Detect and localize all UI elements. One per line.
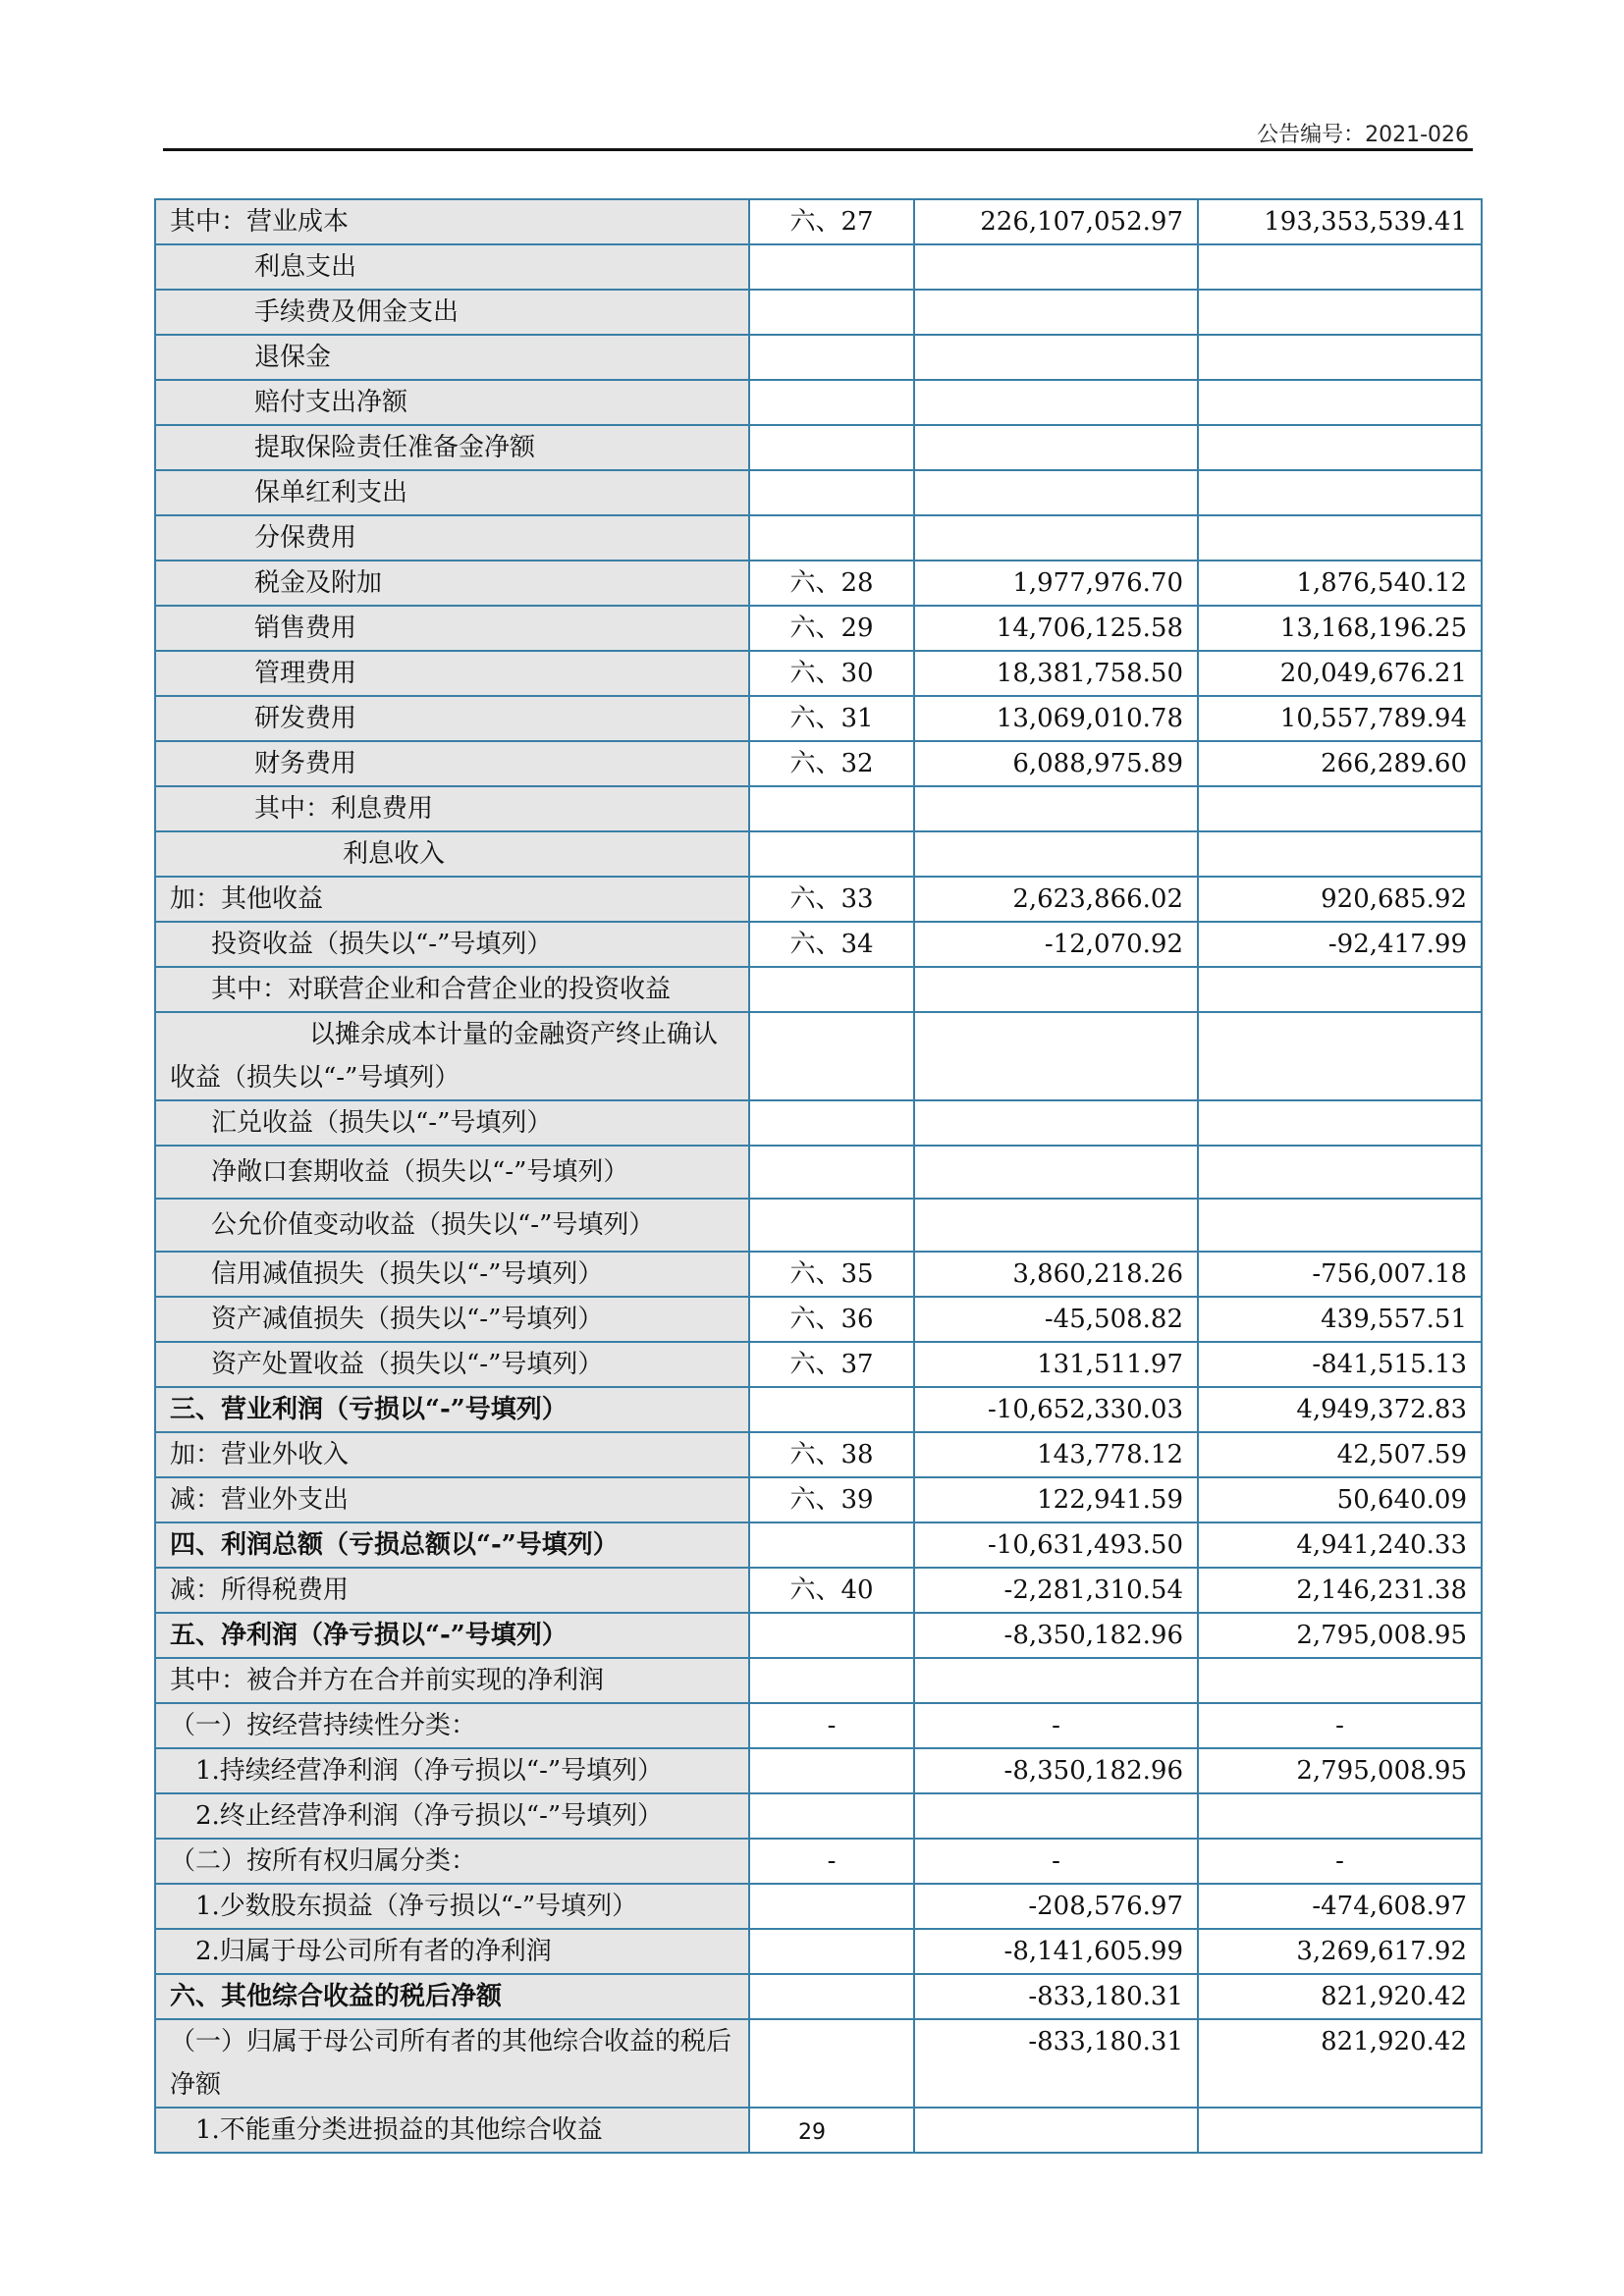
row-note — [749, 967, 914, 1012]
row-current-amount: 3,860,218.26 — [914, 1252, 1198, 1297]
row-current-amount: 14,706,125.58 — [914, 606, 1198, 651]
table-row — [155, 786, 1482, 831]
row-current-amount: 131,511.97 — [914, 1342, 1198, 1387]
row-current-amount — [914, 786, 1198, 831]
row-prior-amount: 3,269,617.92 — [1198, 1929, 1482, 1974]
row-note — [749, 1748, 914, 1793]
row-note: 六、35 — [749, 1252, 914, 1297]
row-prior-amount: 266,289.60 — [1198, 741, 1482, 786]
table-row — [155, 1342, 1482, 1387]
row-note — [749, 335, 914, 380]
table-row — [155, 967, 1482, 1012]
row-note — [749, 1199, 914, 1252]
announcement-number: 公告编号：2021-026 — [1257, 123, 1469, 147]
table-row — [155, 1432, 1482, 1477]
row-prior-amount: 439,557.51 — [1198, 1297, 1482, 1342]
row-item-label: 其中：对联营企业和合营企业的投资收益 — [155, 967, 749, 1012]
row-prior-amount — [1198, 515, 1482, 561]
row-item-label: 六、其他综合收益的税后净额 — [155, 1974, 749, 2019]
row-prior-amount — [1198, 470, 1482, 515]
row-prior-amount: 20,049,676.21 — [1198, 651, 1482, 696]
row-prior-amount — [1198, 1100, 1482, 1146]
row-note — [749, 1929, 914, 1974]
table-row — [155, 244, 1482, 290]
row-current-amount — [914, 1146, 1198, 1199]
table-row — [155, 1974, 1482, 2019]
table-row — [155, 1929, 1482, 1974]
row-prior-amount — [1198, 244, 1482, 290]
row-item-label: 减：营业外支出 — [155, 1477, 749, 1522]
row-item-label: 公允价值变动收益（损失以“-”号填列） — [155, 1199, 749, 1252]
row-prior-amount: 193,353,539.41 — [1198, 199, 1482, 244]
row-prior-amount: 821,920.42 — [1198, 1974, 1482, 2019]
row-note — [749, 1974, 914, 2019]
row-note: 六、40 — [749, 1568, 914, 1613]
row-item-label: 2.终止经营净利润（净亏损以“-”号填列） — [155, 1793, 749, 1839]
row-note — [749, 1100, 914, 1146]
row-item-label: 加：营业外收入 — [155, 1432, 749, 1477]
row-current-amount: -10,652,330.03 — [914, 1387, 1198, 1432]
table-row — [155, 1884, 1482, 1929]
row-note: 六、30 — [749, 651, 914, 696]
table-row — [155, 1839, 1482, 1884]
table-row — [155, 1522, 1482, 1568]
row-current-amount: 143,778.12 — [914, 1432, 1198, 1477]
row-current-amount — [914, 380, 1198, 425]
row-current-amount — [914, 1199, 1198, 1252]
table-row — [155, 1703, 1482, 1748]
row-current-amount: -45,508.82 — [914, 1297, 1198, 1342]
row-item-label: 其中：被合并方在合并前实现的净利润 — [155, 1658, 749, 1703]
row-note — [749, 2019, 914, 2108]
row-prior-amount: 50,640.09 — [1198, 1477, 1482, 1522]
row-prior-amount — [1198, 335, 1482, 380]
row-note — [749, 515, 914, 561]
row-note: - — [749, 1839, 914, 1884]
row-note — [749, 1387, 914, 1432]
row-note — [749, 470, 914, 515]
row-item-label: 减：所得税费用 — [155, 1568, 749, 1613]
row-prior-amount: -92,417.99 — [1198, 922, 1482, 967]
row-prior-amount — [1198, 1658, 1482, 1703]
row-item-label: （二）按所有权归属分类： — [155, 1839, 749, 1884]
row-current-amount: 13,069,010.78 — [914, 696, 1198, 741]
row-note: 六、39 — [749, 1477, 914, 1522]
row-item-label: 其中：营业成本 — [155, 199, 749, 244]
row-note: 六、37 — [749, 1342, 914, 1387]
row-current-amount: - — [914, 1703, 1198, 1748]
row-item-label: 销售费用 — [155, 606, 749, 651]
row-prior-amount: 1,876,540.12 — [1198, 561, 1482, 606]
table-row — [155, 922, 1482, 967]
row-current-amount — [914, 831, 1198, 877]
row-current-amount: -208,576.97 — [914, 1884, 1198, 1929]
row-current-amount: 226,107,052.97 — [914, 199, 1198, 244]
row-item-label: 财务费用 — [155, 741, 749, 786]
row-prior-amount: 2,795,008.95 — [1198, 1613, 1482, 1658]
table-row — [155, 606, 1482, 651]
row-note — [749, 1146, 914, 1199]
row-current-amount: -8,350,182.96 — [914, 1613, 1198, 1658]
row-item-label: 利息支出 — [155, 244, 749, 290]
row-item-label: 保单红利支出 — [155, 470, 749, 515]
row-item-label: 提取保险责任准备金净额 — [155, 425, 749, 470]
row-item-label: 加：其他收益 — [155, 877, 749, 922]
row-note — [749, 380, 914, 425]
table-row — [155, 696, 1482, 741]
row-item-label: 资产减值损失（损失以“-”号填列） — [155, 1297, 749, 1342]
row-note: 六、27 — [749, 199, 914, 244]
row-item-label: 四、利润总额（亏损总额以“-”号填列） — [155, 1522, 749, 1568]
row-item-label: 以摊余成本计量的金融资产终止确认收益（损失以“-”号填列） — [155, 1012, 749, 1100]
table-row — [155, 1252, 1482, 1297]
row-prior-amount — [1198, 967, 1482, 1012]
table-row — [155, 1387, 1482, 1432]
table-row — [155, 1658, 1482, 1703]
row-item-label: 赔付支出净额 — [155, 380, 749, 425]
row-current-amount: 122,941.59 — [914, 1477, 1198, 1522]
row-note: 六、29 — [749, 606, 914, 651]
table-row — [155, 561, 1482, 606]
row-item-label: 分保费用 — [155, 515, 749, 561]
row-item-label: 1.少数股东损益（净亏损以“-”号填列） — [155, 1884, 749, 1929]
row-note: 六、38 — [749, 1432, 914, 1477]
row-note: 六、32 — [749, 741, 914, 786]
row-prior-amount — [1198, 1793, 1482, 1839]
table-row — [155, 1012, 1482, 1100]
table-row — [155, 2019, 1482, 2108]
row-current-amount — [914, 470, 1198, 515]
table-row — [155, 1748, 1482, 1793]
row-prior-amount: -474,608.97 — [1198, 1884, 1482, 1929]
row-current-amount: 18,381,758.50 — [914, 651, 1198, 696]
table-row — [155, 380, 1482, 425]
row-note — [749, 831, 914, 877]
table-row — [155, 425, 1482, 470]
row-prior-amount: -756,007.18 — [1198, 1252, 1482, 1297]
row-current-amount: 2,623,866.02 — [914, 877, 1198, 922]
row-item-label: 利息收入 — [155, 831, 749, 877]
row-item-label: 投资收益（损失以“-”号填列） — [155, 922, 749, 967]
table-row — [155, 1100, 1482, 1146]
page-number: 29 — [798, 2120, 826, 2145]
row-note: 六、28 — [749, 561, 914, 606]
row-prior-amount: - — [1198, 1703, 1482, 1748]
row-prior-amount — [1198, 831, 1482, 877]
row-prior-amount: 4,949,372.83 — [1198, 1387, 1482, 1432]
header-divider — [163, 148, 1473, 151]
row-current-amount — [914, 967, 1198, 1012]
row-note — [749, 1012, 914, 1100]
row-note — [749, 244, 914, 290]
row-item-label: 研发费用 — [155, 696, 749, 741]
row-item-label: （一）按经营持续性分类： — [155, 1703, 749, 1748]
row-prior-amount: 10,557,789.94 — [1198, 696, 1482, 741]
row-note: 六、36 — [749, 1297, 914, 1342]
row-prior-amount: 4,941,240.33 — [1198, 1522, 1482, 1568]
table-row — [155, 1568, 1482, 1613]
table-row — [155, 470, 1482, 515]
row-prior-amount — [1198, 380, 1482, 425]
row-current-amount: -2,281,310.54 — [914, 1568, 1198, 1613]
income-statement-body — [155, 199, 1482, 2153]
row-note: 六、33 — [749, 877, 914, 922]
row-item-label: 资产处置收益（损失以“-”号填列） — [155, 1342, 749, 1387]
row-note — [749, 1613, 914, 1658]
row-current-amount — [914, 244, 1198, 290]
row-item-label: 手续费及佣金支出 — [155, 290, 749, 335]
row-current-amount: 1,977,976.70 — [914, 561, 1198, 606]
row-note — [749, 425, 914, 470]
table-row — [155, 651, 1482, 696]
row-current-amount: -833,180.31 — [914, 1974, 1198, 2019]
table-row — [155, 1793, 1482, 1839]
row-note — [749, 290, 914, 335]
table-row — [155, 199, 1482, 244]
row-prior-amount — [1198, 1199, 1482, 1252]
table-row — [155, 515, 1482, 561]
row-note — [749, 1658, 914, 1703]
row-item-label: 净敞口套期收益（损失以“-”号填列） — [155, 1146, 749, 1199]
row-prior-amount: -841,515.13 — [1198, 1342, 1482, 1387]
table-row — [155, 290, 1482, 335]
row-current-amount: -8,141,605.99 — [914, 1929, 1198, 1974]
row-prior-amount: 42,507.59 — [1198, 1432, 1482, 1477]
row-current-amount — [914, 425, 1198, 470]
table-row — [155, 335, 1482, 380]
table-row — [155, 831, 1482, 877]
row-current-amount — [914, 1100, 1198, 1146]
row-item-label: 其中：利息费用 — [155, 786, 749, 831]
row-note: 六、31 — [749, 696, 914, 741]
row-current-amount: - — [914, 1839, 1198, 1884]
row-item-label: 退保金 — [155, 335, 749, 380]
row-note — [749, 1522, 914, 1568]
row-current-amount: 6,088,975.89 — [914, 741, 1198, 786]
row-note: - — [749, 1703, 914, 1748]
row-prior-amount: 2,146,231.38 — [1198, 1568, 1482, 1613]
table-row — [155, 741, 1482, 786]
row-item-label: 三、营业利润（亏损以“-”号填列） — [155, 1387, 749, 1432]
row-prior-amount: 2,795,008.95 — [1198, 1748, 1482, 1793]
row-item-label: 汇兑收益（损失以“-”号填列） — [155, 1100, 749, 1146]
row-prior-amount: 821,920.42 — [1198, 2019, 1482, 2108]
row-item-label: 五、净利润（净亏损以“-”号填列） — [155, 1613, 749, 1658]
table-row — [155, 1613, 1482, 1658]
row-item-label: 2.归属于母公司所有者的净利润 — [155, 1929, 749, 1974]
row-current-amount — [914, 515, 1198, 561]
row-prior-amount: 13,168,196.25 — [1198, 606, 1482, 651]
row-note — [749, 1793, 914, 1839]
row-current-amount — [914, 290, 1198, 335]
row-current-amount: -12,070.92 — [914, 922, 1198, 967]
row-current-amount: -833,180.31 — [914, 2019, 1198, 2108]
row-current-amount: -10,631,493.50 — [914, 1522, 1198, 1568]
row-item-label: 1.不能重分类进损益的其他综合收益 — [155, 2108, 749, 2153]
row-prior-amount — [1198, 290, 1482, 335]
row-current-amount — [914, 335, 1198, 380]
row-prior-amount — [1198, 1012, 1482, 1100]
row-current-amount: -8,350,182.96 — [914, 1748, 1198, 1793]
table-row — [155, 1477, 1482, 1522]
row-note — [749, 1884, 914, 1929]
row-item-label: 1.持续经营净利润（净亏损以“-”号填列） — [155, 1748, 749, 1793]
row-item-label: 信用减值损失（损失以“-”号填列） — [155, 1252, 749, 1297]
table-row — [155, 1146, 1482, 1199]
table-row — [155, 877, 1482, 922]
row-prior-amount — [1198, 1146, 1482, 1199]
row-current-amount — [914, 1793, 1198, 1839]
row-prior-amount: - — [1198, 1839, 1482, 1884]
row-item-label: 管理费用 — [155, 651, 749, 696]
row-note: 六、34 — [749, 922, 914, 967]
row-note — [749, 786, 914, 831]
row-item-label: （一）归属于母公司所有者的其他综合收益的税后净额 — [155, 2019, 749, 2108]
table-row — [155, 1297, 1482, 1342]
row-current-amount — [914, 1012, 1198, 1100]
row-prior-amount — [1198, 425, 1482, 470]
row-item-label: 税金及附加 — [155, 561, 749, 606]
row-prior-amount: 920,685.92 — [1198, 877, 1482, 922]
table-row — [155, 1199, 1482, 1252]
row-prior-amount — [1198, 786, 1482, 831]
income-statement-table — [154, 198, 1483, 2154]
row-current-amount — [914, 1658, 1198, 1703]
